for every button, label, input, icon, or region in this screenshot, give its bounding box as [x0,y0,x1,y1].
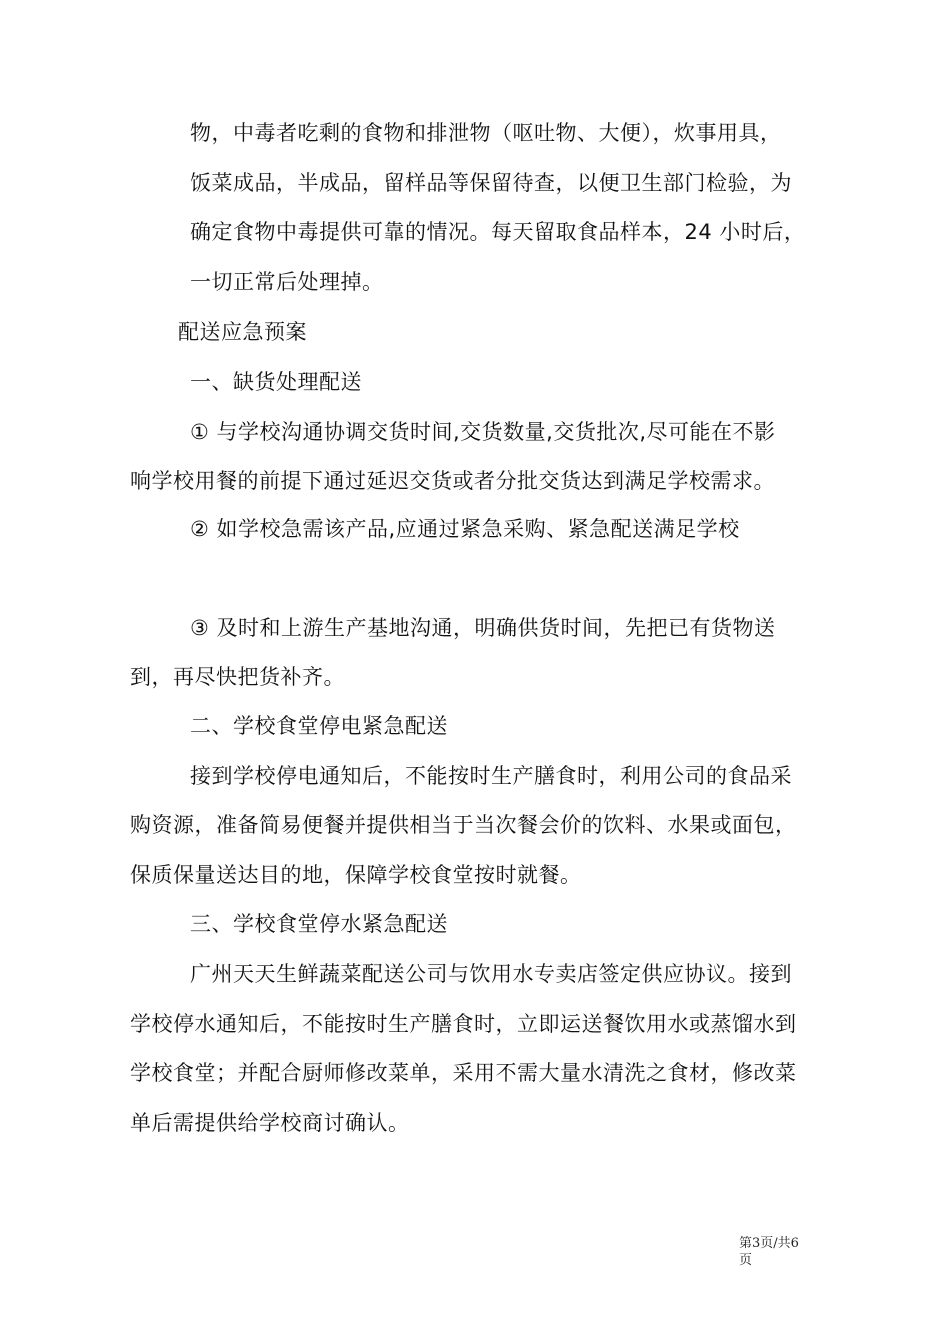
text-line: 保质保量送达目的地，保障学校食堂按时就餐。 [130,863,582,887]
section-heading: 一、缺货处理配送 [190,370,362,394]
text-line: ① 与学校沟通协调交货时间,交货数量,交货批次,尽可能在不影 [190,420,776,444]
text-line: 购资源，准备简易便餐并提供相当于当次餐会价的饮料、水果或面包， [130,813,797,837]
text-line: ③ 及时和上游生产基地沟通，明确供货时间，先把已有货物送 [190,616,776,640]
text-line: 接到学校停电通知后，不能按时生产膳食时，利用公司的食品采 [190,764,792,788]
text-line: 学校停水通知后，不能按时生产膳食时，立即运送餐饮用水或蒸馏水到 [130,1012,797,1036]
text-line: 广州天天生鲜蔬菜配送公司与饮用水专卖店签定供应协议。接到 [190,962,792,986]
text-line: 饭菜成品，半成品，留样品等保留待查，以便卫生部门检验，为 [190,171,792,195]
text-line: 响学校用餐的前提下通过延迟交货或者分批交货达到满足学校需求。 [130,469,775,493]
text-line: 到，再尽快把货补齐。 [130,665,345,689]
page-number-suffix: 页 [739,1253,753,1268]
text-line: 一切正常后处理掉。 [190,270,384,294]
section-heading: 二、学校食堂停电紧急配送 [190,714,448,738]
page-number: 第3页/共6 [739,1236,799,1251]
section-heading: 配送应急预案 [178,320,307,344]
text-line: 物，中毒者吃剩的食物和排泄物（呕吐物、大便），炊事用具， [190,121,782,145]
text-line: 学校食堂；并配合厨师修改菜单，采用不需大量水清洗之食材，修改菜 [130,1061,797,1085]
section-heading: 三、学校食堂停水紧急配送 [190,912,448,936]
text-line: ② 如学校急需该产品,应通过紧急采购、紧急配送满足学校 [190,517,740,541]
text-line: 确定食物中毒提供可靠的情况。每天留取食品样本，24 小时后， [190,220,806,244]
text-line: 单后需提供给学校商讨确认。 [130,1111,410,1135]
